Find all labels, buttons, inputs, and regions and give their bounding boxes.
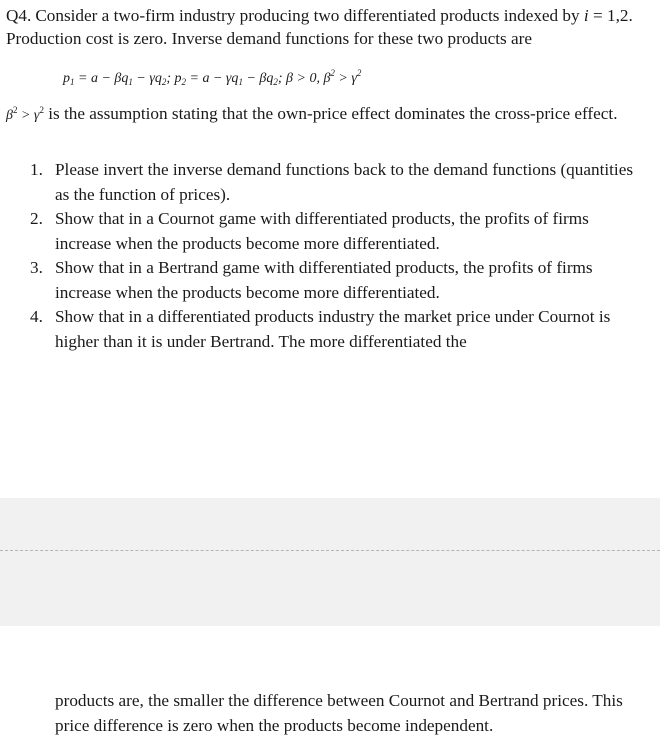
question-number: Q4. [6,6,32,25]
p1-symbol: p [63,71,70,86]
assumption-beta: β [6,108,13,123]
question-intro-text: Consider a two-firm industry producing two differentiated products indexed by [35,6,580,25]
list-item [30,207,645,256]
part-number: 1. [30,160,43,179]
part-number: 2. [30,209,43,228]
assumption-statement: $\beta^2 > \gamma^2$ is the assumption stating that the own-price effect dominates the cross-price effect. [6,104,618,123]
list-item [30,158,645,207]
p2-symbol: p [174,71,182,86]
inverse-demand-equations: $p_1 = a - \beta q_1 - \gamma q_2$; $p_2 = a - \gamma q_1 - \beta q_2$; β > 0, $\beta^2 > \gamma^2$ [63,68,362,87]
question-parts-list [30,158,645,354]
part-number: 3. [30,258,43,277]
list-item [30,305,645,354]
part-4-continued: products are, the smaller the difference between Cournot and Bertrand prices. This price difference is zero when the products become independent. [55,691,623,735]
part-text: Please invert the inverse demand functions back to the demand functions (quantities as the function of prices). [55,160,634,204]
question-intro-text-2: Production cost is zero. Inverse demand functions for these two products are [6,29,532,48]
question-intro [6,4,656,50]
part-text: Show that in a Bertrand game with differentiated products, the profits of firms increase when the products become more differentiated. [55,258,593,302]
index-variable: i [583,6,589,25]
list-item [30,256,645,305]
page-break-gap [0,498,660,626]
page-break-divider [0,550,660,551]
index-values: = 1,2. [588,6,633,25]
part-number: 4. [30,307,43,326]
assumption-gamma: > γ [17,108,40,123]
part-text: Show that in a differentiated products industry the market price under Cournot is higher than it is under Bertrand. The more differentiated the [55,307,611,351]
assumption-text: is the assumption stating that the own-price effect dominates the cross-price effect. [43,104,618,123]
part-text: Show that in a Cournot game with differentiated products, the profits of firms increase when the products become more differentiated. [55,209,589,253]
